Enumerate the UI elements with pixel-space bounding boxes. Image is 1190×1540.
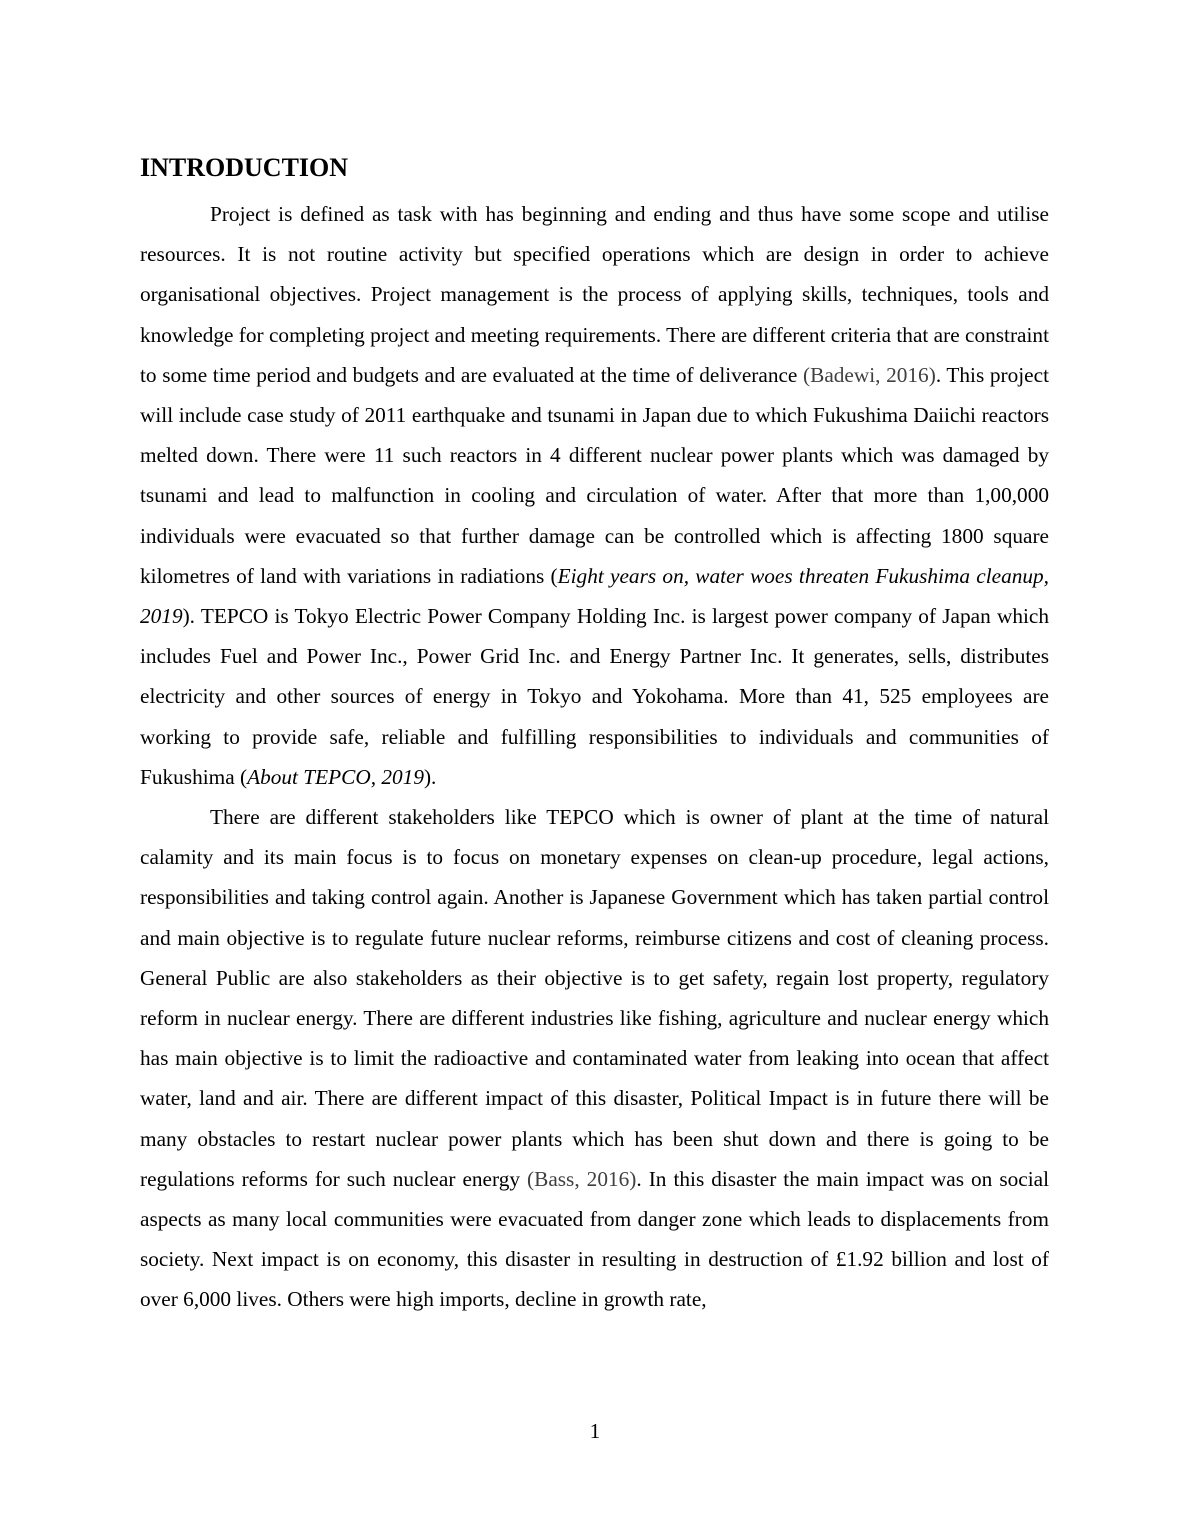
citation-bass: (Bass, 2016) — [527, 1166, 637, 1191]
paragraph-2 — [140, 797, 1049, 1320]
citation-about-tepco: About TEPCO, 2019 — [247, 764, 424, 789]
citation-eight-years-on: Eight years on, water woes threaten Fukushima cleanup, 2019 — [140, 563, 1050, 629]
page-number: 1 — [589, 1419, 601, 1443]
paragraph-2-text-1: There are different stakeholders like TEPCO which is owner of plant at the time of natural calamity and its main focus is to focus on monetary expenses on clean-up procedure, legal actions, responsibilities and taking control again. Another is Japanese Government which has taken partial control and main objective is to regulate future nuclear reforms, reimburse citizens and cost of cleaning process. General Public are also stakeholders as their objective is to get safety, regain lost property, regulatory reform in nuclear energy. There are different industries like fishing, agriculture and nuclear energy which has main objective is to limit the radioactive and contaminated water from leaking into ocean that affect water, land and air. There are different impact of this disaster, Political Impact is in future there will be many obstacles to restart nuclear power plants which has been shut down and there is going to be regulations reforms for such nuclear energy — [140, 805, 1049, 1191]
citation-badewi: (Badewi, 2016) — [803, 362, 936, 387]
page-body — [140, 148, 1049, 1320]
paragraph-1-text-4: ). — [423, 764, 437, 789]
paragraph-2-text-2: . In this disaster the main impact was on social aspects as many local communities were evacuated from danger zone which leads to displacements from society. Next impact is on economy, this disaster in resulting in destruction of £1.92 billion and lost of over 6,000 lives. Others were high imports, decline in growth rate, — [140, 1166, 1049, 1312]
section-heading: INTRODUCTION — [140, 153, 349, 182]
paragraph-1-text-2: . This project will include case study of 2011 earthquake and tsunami in Japan due to which Fukushima Daiichi reactors melted down. There were 11 such reactors in 4 different nuclear power plants which was damaged by tsunami and lead to malfunction in cooling and circulation of water. After that more than 1,00,000 individuals were evacuated so that further damage can be controlled which is affecting 1800 square kilometres of land with variations in radiations ( — [140, 362, 1049, 588]
paragraph-1-text-3: ). TEPCO is Tokyo Electric Power Company Holding Inc. is largest power company of Japan which includes Fuel and Power Inc., Power Grid Inc. and Energy Partner Inc. It generates, sells, distributes electricity and other sources of energy in Tokyo and Yokohama. More than 41, 525 employees are working to provide safe, reliable and fulfilling responsibilities to individuals and communities of Fukushima ( — [140, 604, 1049, 789]
paragraph-1 — [140, 194, 1049, 797]
paragraph-1-text-1: Project is defined as task with has beginning and ending and thus have some scope and utilise resources. It is not routine activity but specified operations which are design in order to achieve organisational objectives. Project management is the process of applying skills, techniques, tools and knowledge for completing project and meeting requirements. There are different criteria that are constraint to some time period and budgets and are evaluated at the time of deliverance — [140, 202, 1049, 387]
